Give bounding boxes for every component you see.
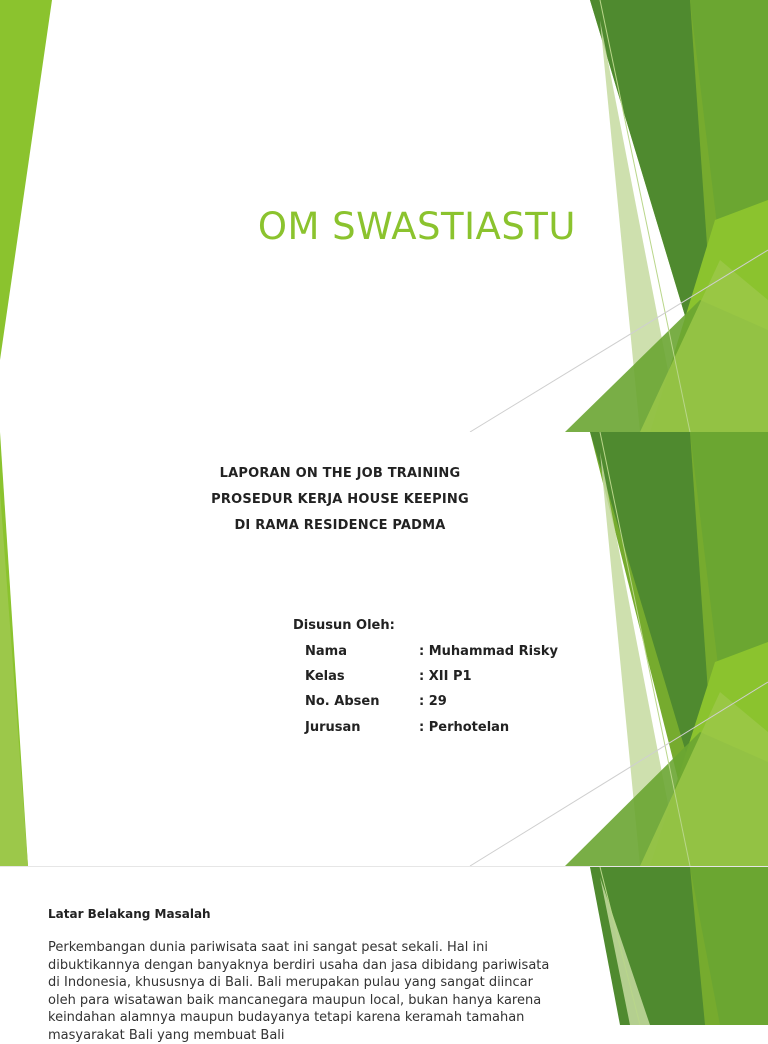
report-line: DI RAMA RESIDENCE PADMA	[234, 518, 446, 533]
author-label: Kelas	[305, 669, 345, 684]
author-label: Nama	[305, 644, 347, 659]
author-label: No. Absen	[305, 694, 380, 709]
slide-title	[0, 0, 768, 432]
author-heading: Disusun Oleh:	[293, 618, 395, 633]
author-value: : Muhammad Risky	[419, 644, 558, 659]
author-row	[305, 720, 509, 735]
section-body: Perkembangan dunia pariwisata saat ini sangat pesat sekali. Hal ini dibuktikannya dengan banyaknya berdiri usaha dan jasa dibidang pariwisata di Indonesia, khususnya di Bali. Bali merupakan pulau yang sangat diincar oleh para wisatawan baik mancanegara maupun local, bukan hanya karena keindahan alamnya maupun budayanya tetapi karena keramah tamahan masyarakat Bali yang membuat Bali	[48, 940, 550, 1043]
section-heading: Latar Belakang Masalah	[48, 907, 211, 921]
author-value: : Perhotelan	[419, 720, 510, 735]
author-value: : 29	[419, 694, 447, 709]
author-row	[305, 669, 472, 684]
report-line: PROSEDUR KERJA HOUSE KEEPING	[211, 492, 469, 507]
author-row	[305, 644, 558, 659]
slide-title-text: OM SWASTIASTU	[257, 205, 576, 248]
author-value: : XII P1	[419, 669, 472, 684]
author-label: Jurusan	[305, 720, 361, 735]
author-row	[305, 694, 447, 709]
report-line: LAPORAN ON THE JOB TRAINING	[219, 466, 461, 481]
